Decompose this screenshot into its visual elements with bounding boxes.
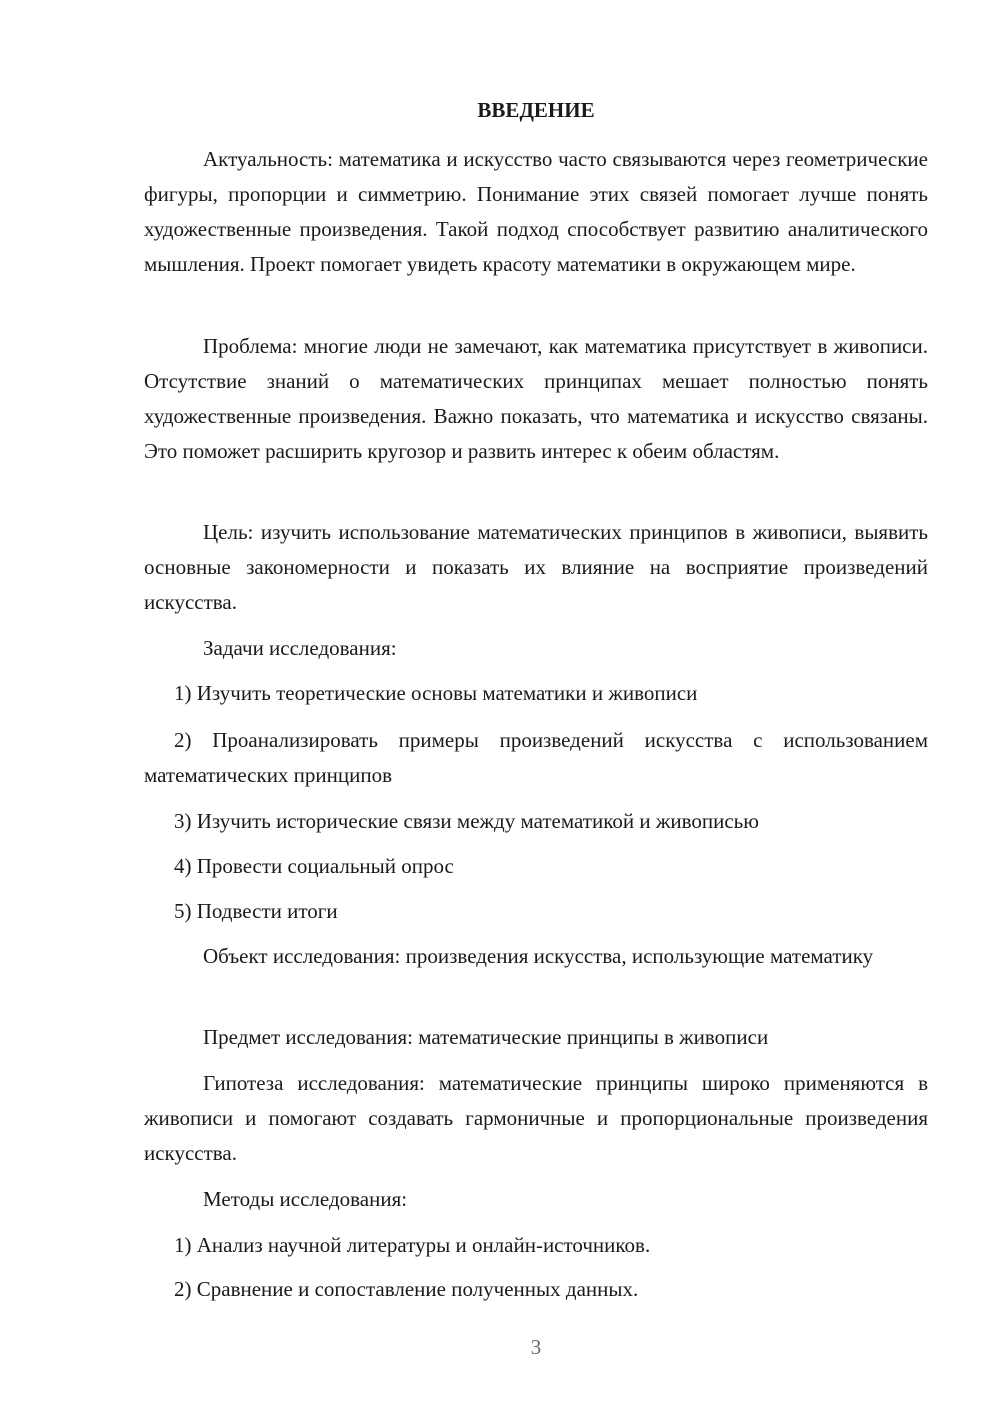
tasks-heading: Задачи исследования:: [203, 636, 397, 660]
subject-paragraph: Предмет исследования: математические принципы в живописи: [203, 1025, 769, 1049]
task-item: 1) Изучить теоретические основы математики и живописи: [174, 681, 698, 705]
method-item: 1) Анализ научной литературы и онлайн-источников.: [174, 1233, 651, 1257]
page-number: 3: [530, 1335, 542, 1359]
hypothesis-paragraph: Гипотеза исследования: математические принципы широко применяются в живописи и помогают создавать гармоничные и пропорциональные произведения искусства.: [144, 1071, 928, 1165]
problem-paragraph: Проблема: многие люди не замечают, как математика присутствует в живописи. Отсутствие знаний о математических принципах мешает полностью понять художественные произведения. Важно показать, что математика и искусство связаны. Это поможет расширить кругозор и развить интерес к обеим областям.: [144, 334, 928, 463]
task-item: 5) Подвести итоги: [174, 899, 338, 923]
methods-heading: Методы исследования:: [203, 1187, 408, 1211]
method-item: 2) Сравнение и сопоставление полученных данных.: [174, 1277, 639, 1301]
page-title: ВВЕДЕНИЕ: [477, 98, 595, 122]
object-paragraph: Объект исследования: произведения искусства, использующие математику: [203, 944, 874, 968]
task-item: 2) Проанализировать примеры произведений искусства с использованием математических принципов: [144, 728, 928, 787]
task-item: 3) Изучить исторические связи между математикой и живописью: [174, 809, 759, 833]
goal-paragraph: Цель: изучить использование математических принципов в живописи, выявить основные закономерности и показать их влияние на восприятие произведений искусства.: [144, 520, 928, 614]
task-item: 4) Провести социальный опрос: [174, 854, 454, 878]
relevance-paragraph: Актуальность: математика и искусство часто связываются через геометрические фигуры, пропорции и симметрию. Понимание этих связей помогает лучше понять художественные произведения. Такой подход способствует развитию аналитического мышления. Проект помогает увидеть красоту математики в окружающем мире.: [144, 147, 928, 276]
